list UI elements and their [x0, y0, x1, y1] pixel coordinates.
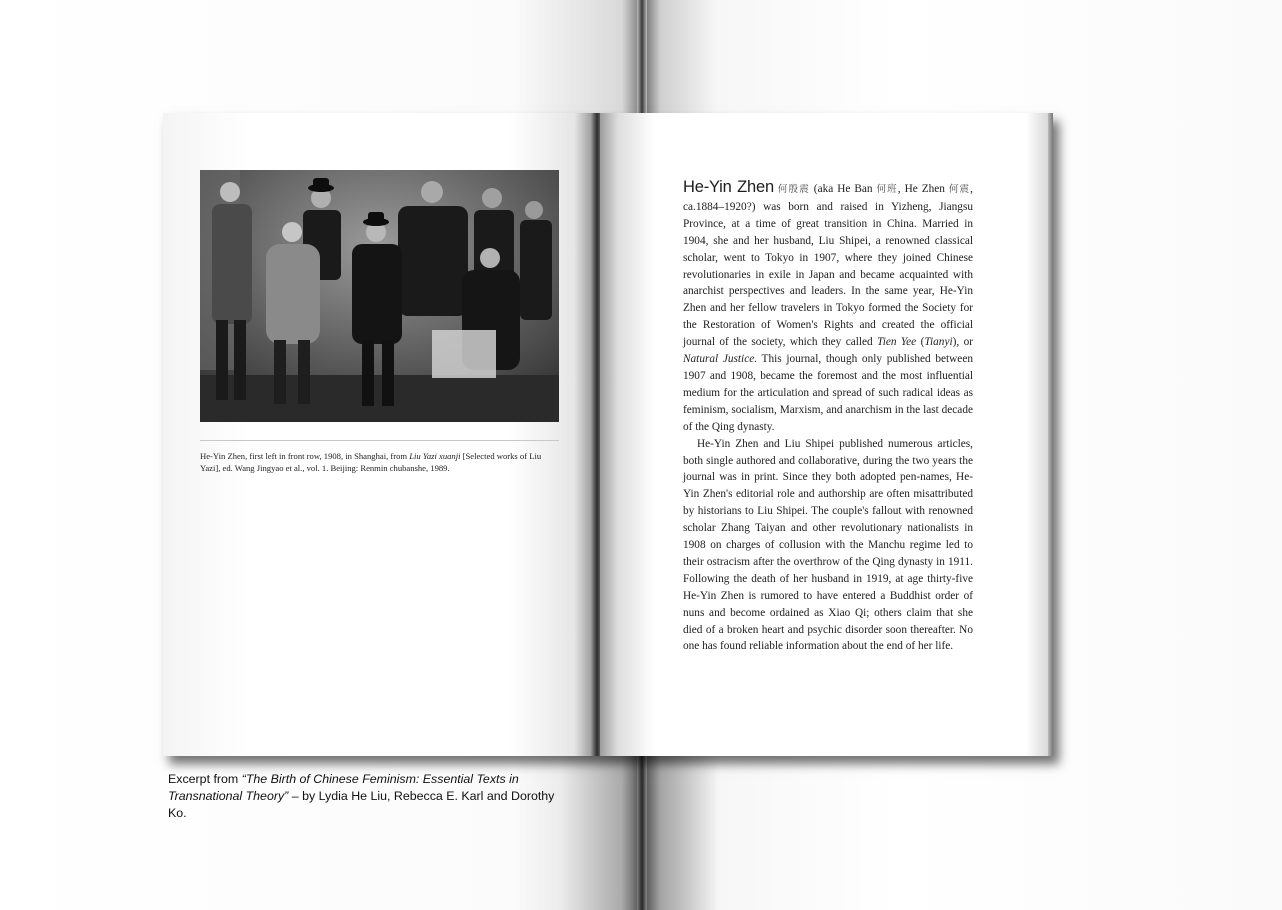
background-gutter-shadow	[560, 756, 720, 910]
book-spread	[163, 113, 1053, 756]
caption-divider	[200, 440, 559, 441]
page-edge	[1048, 113, 1053, 756]
paragraph-1-part-b: (	[916, 336, 925, 349]
paragraph-1-part-a: , ca.1884–1920?) was born and raised in Yizheng, Jiangsu Province, at a time of great transition in China. Married in 1904, she and her husband, Liu Shipei, a renowned classical scholar, went to Tokyo in 1907, where they joined Chinese revolutionaries in exile in Japan and became acquainted with anarchist perspectives and leaders. In the same year, He-Yin Zhen and her fellow travelers in Tokyo formed the Society for the Restoration of Women's Rights and created the official journal of the society, which they called	[683, 183, 973, 349]
left-page	[163, 113, 596, 756]
caption-text-2: [Selected works of Liu Yazi], ed. Wang Jingyao et al., vol. 1. Beijing: Renmin chubanshe, 1989.	[200, 451, 542, 473]
cjk-name-2: 何班	[876, 185, 898, 195]
caption-text-1: He-Yin Zhen, first left in front row, 1908, in Shanghai, from	[200, 451, 410, 461]
biography-text	[683, 179, 973, 655]
photo-illustration	[200, 170, 559, 422]
excerpt-authors: – by Lydia He Liu, Rebecca E. Karl and Dorothy Ko.	[168, 789, 555, 820]
cjk-name-1: 何殷震	[777, 185, 810, 195]
right-page	[600, 113, 1053, 756]
excerpt-prefix: Excerpt from	[168, 772, 242, 786]
journal-name-tianyi: Tianyi	[924, 336, 953, 349]
biography-paragraph-1	[683, 179, 973, 436]
cjk-name-3: 何震	[948, 185, 971, 195]
paragraph-1-part-c: ), or	[952, 336, 973, 349]
caption-title: Liu Yazi xuanji	[409, 451, 461, 461]
aka-text: (aka He Ban	[809, 183, 877, 195]
photo-caption	[200, 450, 560, 474]
journal-name-natural-justice: Natural Justice.	[683, 353, 758, 366]
excerpt-book-title: “The Birth of Chinese Feminism: Essential Texts in Transnational Theory”	[168, 772, 519, 803]
biography-paragraph-2: He-Yin Zhen and Liu Shipei published numerous articles, both single authored and collaborative, during the two years the journal was in print. Since they both adopted pen-names, He-Yin Zhen's editorial role and authorship are often misattributed by historians to Liu Shipei. The couple's fallout with renowned scholar Zhang Taiyan and other revolutionary nationalists in 1908 on charges of collusion with the Manchu regime led to their ostracism after the overthrow of the Qing dynasty in 1911. Following the death of her husband in 1919, at age thirty-five He-Yin Zhen is rumored to have entered a Buddhist order of nuns and become ordained as Xiao Qi; others claim that she died of a broken heart and psychic disorder soon thereafter. No one has found reliable information about the end of her life.	[683, 437, 973, 653]
journal-name-tien-yee: Tien Yee	[877, 336, 917, 349]
biography-heading-name: He-Yin Zhen	[683, 178, 774, 196]
aka-text-2: , He Zhen	[897, 183, 949, 195]
historical-group-photo	[200, 170, 559, 422]
excerpt-credit	[168, 771, 568, 822]
paragraph-1-part-d: This journal, though only published between 1907 and 1908, became the foremost and the most influential medium for the articulation and spread of such radical ideas as feminism, socialism, Marxism, and anarchism in the last decade of the Qing dynasty.	[683, 353, 973, 433]
